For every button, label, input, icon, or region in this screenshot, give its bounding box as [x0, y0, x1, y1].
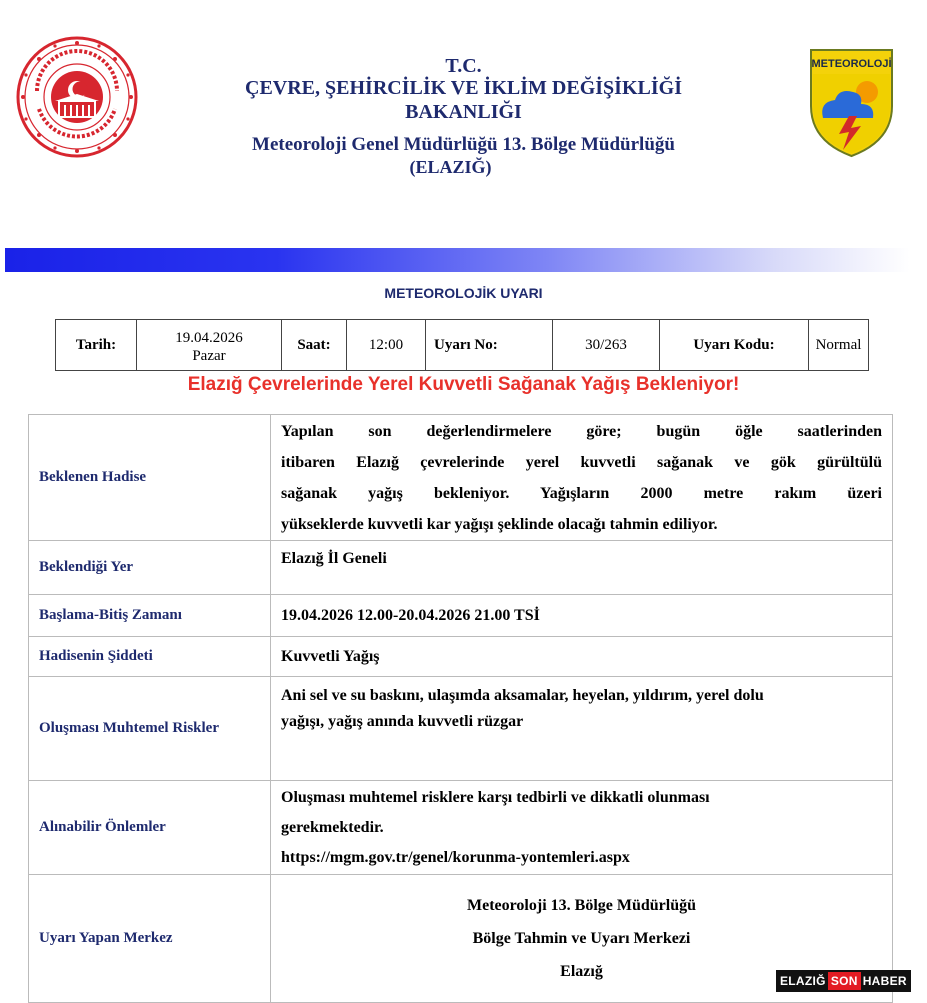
header-tc: T.C. — [445, 55, 482, 77]
header-divider-bar — [5, 248, 910, 272]
date-label: Tarih: — [56, 320, 137, 371]
watermark-part3: HABER — [862, 974, 907, 988]
table-row — [29, 541, 893, 595]
risks-value — [271, 677, 893, 781]
location-value: Elazığ İl Geneli — [271, 541, 893, 595]
warning-no-label: Uyarı No: — [426, 320, 553, 371]
warning-headline: Elazığ Çevrelerinde Yerel Kuvvetli Sağanak Yağış Bekleniyor! — [187, 374, 740, 395]
event-line: sağanak yağış bekleniyor. Yağışların 2000 metre rakım üzeri — [281, 484, 882, 502]
date-value: 19.04.2026 — [175, 330, 243, 346]
table-row — [29, 677, 893, 781]
event-line: Yapılan son değerlendirmelere göre; bugün öğle saatlerinden — [281, 422, 882, 440]
time-range-label: Başlama-Bitiş Zamanı — [29, 595, 271, 637]
table-row — [29, 415, 893, 541]
measures-value — [271, 781, 893, 875]
center-label: Uyarı Yapan Merkez — [29, 875, 271, 1003]
date-cell — [137, 320, 282, 371]
warning-no-value: 30/263 — [553, 320, 660, 371]
watermark-part2: SON — [828, 972, 861, 990]
center-line: Elazığ — [560, 963, 603, 980]
meteoroloji-logo — [805, 46, 898, 159]
news-watermark — [776, 970, 911, 992]
severity-value: Kuvvetli Yağış — [271, 637, 893, 677]
header-city: (ELAZIĞ) — [409, 157, 492, 177]
warning-code-value: Normal — [809, 320, 869, 371]
table-row — [29, 595, 893, 637]
expected-event-value — [271, 415, 893, 541]
measures-link[interactable]: https://mgm.gov.tr/genel/korunma-yontemleri.aspx — [281, 848, 630, 866]
logo-text: METEOROLOJİ — [811, 58, 892, 70]
watermark-part1: ELAZIĞ — [780, 974, 826, 988]
measure-line: gerekmektedir. — [281, 818, 384, 836]
location-label: Beklendiği Yer — [29, 541, 271, 595]
header-ministry: ÇEVRE, ŞEHİRCİLİK VE İKLİM DEĞİŞİKLİĞİ — [245, 77, 682, 99]
center-line: Bölge Tahmin ve Uyarı Merkezi — [472, 930, 691, 947]
risk-line: Ani sel ve su baskını, ulaşımda aksamalar, heyelan, yıldırım, yerel dolu — [281, 687, 764, 704]
table-row — [29, 781, 893, 875]
risk-line: yağışı, yağış anında kuvvetli rüzgar — [281, 713, 524, 730]
expected-event-label: Beklenen Hadise — [29, 415, 271, 541]
severity-label: Hadisenin Şiddeti — [29, 637, 271, 677]
day-value: Pazar — [192, 348, 226, 364]
measures-label: Alınabilir Önlemler — [29, 781, 271, 875]
time-range-value: 19.04.2026 12.00-20.04.2026 21.00 TSİ — [271, 595, 893, 637]
warning-meta-table — [55, 319, 869, 371]
measure-line: Oluşması muhtemel risklere karşı tedbirli ve dikkatli olunması — [281, 788, 710, 806]
time-label: Saat: — [282, 320, 347, 371]
warning-code-label: Uyarı Kodu: — [660, 320, 809, 371]
event-line: itibaren Elazığ çevrelerinde yerel kuvvetli sağanak ve gök gürültülü — [281, 453, 882, 471]
risks-label: Oluşması Muhtemel Riskler — [29, 677, 271, 781]
section-title: METEOROLOJİK UYARI — [384, 285, 543, 301]
center-line: Meteoroloji 13. Bölge Müdürlüğü — [466, 897, 697, 914]
header-directorate: Meteoroloji Genel Müdürlüğü 13. Bölge Müdürlüğü — [252, 134, 675, 155]
table-row — [29, 875, 893, 1003]
event-line: yükseklerde kuvvetli kar yağışı şeklinde olacağı tahmin ediliyor. — [281, 515, 718, 533]
header-bakanlik: BAKANLIĞI — [405, 101, 522, 123]
time-value: 12:00 — [347, 320, 426, 371]
table-row — [29, 637, 893, 677]
warning-detail-table — [28, 414, 893, 1003]
